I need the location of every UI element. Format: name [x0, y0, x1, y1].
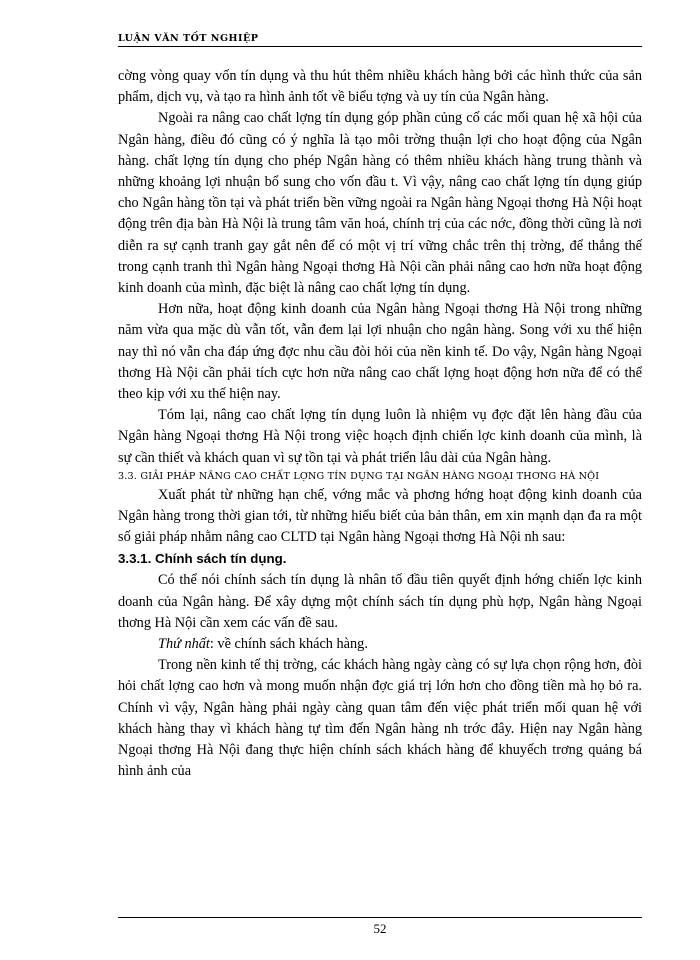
paragraph-first-point: [118, 634, 642, 655]
paragraph-customer-policy: Trong nền kinh tế thị trờng, các khách hàng ngày càng có sự lựa chọn rộng hơn, đòi hỏi chất lợng cao hơn và mong muốn nhận đợc giá trị lớn hơn cho đồng tiền mà họ bỏ ra. Chính vì vậy, Ngân hàng phải ngày càng quan tâm đến việc phát triển mối quan hệ với khách hàng thay vì khách hàng tự tìm đến Ngân hàng nh trớc đây. Hiện nay Ngân hàng Ngoại thơng Hà Nội đang thực hiện chính sách khách hàng để khuyếch trơng quảng bá hình ảnh của: [118, 657, 642, 780]
paragraph-credit-policy: Có thể nói chính sách tín dụng là nhân tố đầu tiên quyết định hớng chiến lợc kinh doanh của Ngân hàng. Để xây dựng một chính sách tín dụng phù hợp, Ngân hàng Ngoại thơng Hà Nội cần xem các vấn đề sau.: [118, 572, 642, 631]
section-heading: 3.3. GIẢI PHÁP NÂNG CAO CHẤT LỢNG TÍN DỤNG TẠI NGÂN HÀNG NGOẠI THƠNG HÀ NỘI: [118, 470, 600, 482]
document-body: [118, 66, 642, 783]
subsection-heading: 3.3.1. Chính sách tín dụng.: [118, 551, 287, 567]
paragraph-business-activity: Hơn nữa, hoạt động kinh doanh của Ngân hàng Ngoại thơng Hà Nội trong những năm vừa qua mặc dù vẫn tốt, vẫn đem lại lợi nhuận cho ngân hàng. Song với xu thế hiện nay thì nó vẫn cha đáp ứng đợc nhu cầu đòi hỏi của nền kinh tế. Do vậy, Ngân hàng Ngoại thơng Hà Nội cần phải tích cực hơn nữa nâng cao chất lợng hoạt động hơn nữa để có thể theo kịp với xu thế hiện nay.: [118, 301, 642, 403]
paragraph-section-intro: Xuất phát từ những hạn chế, vớng mắc và phơng hớng hoạt động kinh doanh của Ngân hàng trong thời gian tới, từ những hiểu biết của bản thân, em xin mạnh dạn đa ra một số giải pháp nhằm nâng cao CLTD tại Ngân hàng Ngoại thơng Hà Nội nh sau:: [118, 486, 642, 546]
paragraph-quality-importance: Ngoài ra nâng cao chất lợng tín dụng góp phần củng cố các mối quan hệ xã hội của Ngân hàng, điều đó cũng có ý nghĩa là tạo môi trờng thuận lợi cho hoạt động của Ngân hàng. chất lợng tín dụng cho phép Ngân hàng có thêm nhiều khách hàng trung thành và những khoảng lợi nhuận bổ sung cho vốn đầu t. Vì vậy, nâng cao chất lợng tín dụng giúp cho Ngân hàng tồn tại và phát triển bền vững ngoài ra Ngân hàng Ngoại thơng Hà Nội hoạt động trên địa bàn Hà Nội là trung tâm văn hoá, chính trị của các nớc, đồng thời cũng là nơi diễn ra sự cạnh tranh gay gắt nên để có một vị trí vững chắc trên thị trờng, để thắng thế trong cạnh tranh thì Ngân hàng Ngoại thơng Hà Nội cần phải nâng cao hơn nữa hoạt động kinh doanh của mình, đặc biệt là nâng cao chất lợng tín dụng.: [118, 110, 642, 297]
paragraph-continuation: cờng vòng quay vốn tín dụng và thu hút thêm nhiều khách hàng bởi các hình thức của sản phẩm, dịch vụ, và tạo ra hình ảnh tốt về biểu tợng và uy tín của Ngân hàng.: [118, 68, 642, 106]
paragraph-summary: Tóm lại, nâng cao chất lợng tín dụng luôn là nhiệm vụ đợc đặt lên hàng đầu của Ngân hàng Ngoại thơng Hà Nội trong việc hoạch định chiến lợc kinh doanh của mình, là sự cần thiết và khách quan vì sự tồn tại và phát triển lâu dài của Ngân hàng.: [118, 407, 642, 466]
running-header: LUẬN VĂN TỐT NGHIỆP: [118, 33, 642, 47]
page-number: 52: [373, 921, 387, 936]
first-point-text: : về chính sách khách hàng.: [209, 636, 368, 653]
first-point-label: Thứ nhất: [158, 636, 210, 653]
footer-divider: [118, 917, 642, 918]
